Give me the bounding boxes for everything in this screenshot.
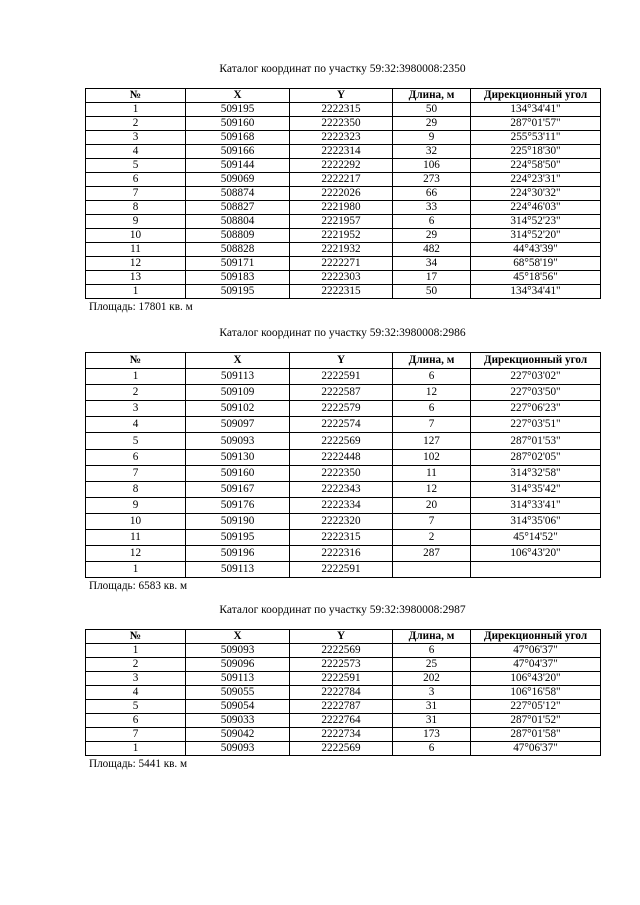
cell-bearing: 287°01'52" — [471, 714, 601, 728]
cell-length: 3 — [393, 686, 471, 700]
cell-bearing: 314°35'42" — [471, 481, 601, 497]
cell-y: 2222343 — [290, 481, 393, 497]
cell-x: 509195 — [186, 103, 290, 117]
cell-number: 10 — [86, 513, 186, 529]
cell-number: 3 — [86, 672, 186, 686]
header-number: № — [86, 353, 186, 369]
cell-x: 509183 — [186, 271, 290, 285]
header-y: Y — [290, 630, 393, 644]
cell-bearing: 314°33'41" — [471, 497, 601, 513]
cell-length: 106 — [393, 159, 471, 173]
header-length: Длина, м — [393, 630, 471, 644]
cell-number: 1 — [86, 369, 186, 385]
cell-length: 32 — [393, 145, 471, 159]
cell-number: 12 — [86, 546, 186, 562]
cell-length: 12 — [393, 481, 471, 497]
cell-bearing: 287°01'53" — [471, 433, 601, 449]
cell-x: 508804 — [186, 215, 290, 229]
cell-number: 1 — [86, 644, 186, 658]
table-row — [86, 465, 601, 481]
cell-number: 1 — [86, 285, 186, 299]
cell-length: 6 — [393, 215, 471, 229]
table-row — [86, 103, 601, 117]
table-row — [86, 562, 601, 578]
cell-length: 9 — [393, 131, 471, 145]
cell-number: 4 — [86, 145, 186, 159]
cell-number: 2 — [86, 658, 186, 672]
cell-y: 2222784 — [290, 686, 393, 700]
table-row — [86, 728, 601, 742]
cell-number: 4 — [86, 417, 186, 433]
cell-x: 509093 — [186, 644, 290, 658]
cell-x: 509160 — [186, 465, 290, 481]
cell-number: 6 — [86, 173, 186, 187]
cell-x: 509102 — [186, 401, 290, 417]
cell-bearing: 134°34'41" — [471, 103, 601, 117]
cell-bearing: 287°01'57" — [471, 117, 601, 131]
cell-bearing: 225°18'30" — [471, 145, 601, 159]
cell-length: 17 — [393, 271, 471, 285]
cell-x: 509144 — [186, 159, 290, 173]
cell-x: 509195 — [186, 530, 290, 546]
table-row — [86, 201, 601, 215]
cell-number: 11 — [86, 530, 186, 546]
cell-x: 509093 — [186, 433, 290, 449]
cell-number: 3 — [86, 401, 186, 417]
header-number: № — [86, 630, 186, 644]
table-row — [86, 546, 601, 562]
cell-number: 6 — [86, 714, 186, 728]
cell-y: 2222591 — [290, 562, 393, 578]
header-bearing: Дирекционный угол — [471, 353, 601, 369]
cell-length: 50 — [393, 103, 471, 117]
header-bearing: Дирекционный угол — [471, 630, 601, 644]
table-row — [86, 497, 601, 513]
cell-bearing: 314°52'23" — [471, 215, 601, 229]
table-row — [86, 243, 601, 257]
cell-bearing: 106°43'20" — [471, 546, 601, 562]
cell-y: 2222591 — [290, 369, 393, 385]
table-row — [86, 257, 601, 271]
cell-length: 31 — [393, 700, 471, 714]
cell-bearing: 227°06'23" — [471, 401, 601, 417]
cell-length — [393, 562, 471, 578]
table-row — [86, 145, 601, 159]
header-x: X — [186, 353, 290, 369]
table-header-row — [86, 353, 601, 369]
cell-y: 2221957 — [290, 215, 393, 229]
cell-y: 2222569 — [290, 742, 393, 756]
table-row — [86, 369, 601, 385]
cell-length: 6 — [393, 369, 471, 385]
cell-bearing: 314°35'06" — [471, 513, 601, 529]
table-row — [86, 117, 601, 131]
table-row — [86, 700, 601, 714]
header-number: № — [86, 89, 186, 103]
cell-y: 2222292 — [290, 159, 393, 173]
catalog-section — [85, 602, 600, 771]
table-row — [86, 481, 601, 497]
cell-bearing: 314°32'58" — [471, 465, 601, 481]
cell-bearing: 45°18'56" — [471, 271, 601, 285]
cell-x: 509042 — [186, 728, 290, 742]
table-header-row — [86, 630, 601, 644]
cell-y: 2222315 — [290, 103, 393, 117]
cell-x: 509033 — [186, 714, 290, 728]
cell-bearing: 44°43'39" — [471, 243, 601, 257]
cell-number: 8 — [86, 481, 186, 497]
catalog-section — [85, 61, 600, 314]
cell-bearing: 47°06'37" — [471, 644, 601, 658]
cell-y: 2222315 — [290, 530, 393, 546]
cell-y: 2222323 — [290, 131, 393, 145]
cell-length: 66 — [393, 187, 471, 201]
cell-number: 11 — [86, 243, 186, 257]
cell-y: 2222591 — [290, 672, 393, 686]
table-row — [86, 672, 601, 686]
table-row — [86, 271, 601, 285]
cell-number: 1 — [86, 103, 186, 117]
cell-y: 2222320 — [290, 513, 393, 529]
cell-x: 509196 — [186, 546, 290, 562]
cell-number: 2 — [86, 385, 186, 401]
cell-length: 7 — [393, 417, 471, 433]
cell-y: 2221952 — [290, 229, 393, 243]
cell-y: 2222315 — [290, 285, 393, 299]
table-row — [86, 513, 601, 529]
table-row — [86, 644, 601, 658]
cell-length: 173 — [393, 728, 471, 742]
table-row — [86, 187, 601, 201]
cell-y: 2222579 — [290, 401, 393, 417]
cell-x: 509113 — [186, 562, 290, 578]
cell-x: 509190 — [186, 513, 290, 529]
table-row — [86, 714, 601, 728]
cell-x: 509069 — [186, 173, 290, 187]
cell-number: 6 — [86, 449, 186, 465]
cell-number: 7 — [86, 187, 186, 201]
catalog-title: Каталог координат по участку 59:32:3980008:2350 — [219, 63, 466, 75]
cell-bearing: 224°30'32" — [471, 187, 601, 201]
cell-x: 509113 — [186, 672, 290, 686]
cell-y: 2222314 — [290, 145, 393, 159]
cell-x: 509166 — [186, 145, 290, 159]
cell-number: 8 — [86, 201, 186, 215]
cell-bearing: 227°03'02" — [471, 369, 601, 385]
header-x: X — [186, 630, 290, 644]
cell-number: 13 — [86, 271, 186, 285]
table-row — [86, 530, 601, 546]
cell-length: 6 — [393, 401, 471, 417]
cell-length: 7 — [393, 513, 471, 529]
area-label: Площадь: 5441 кв. м — [89, 758, 188, 770]
cell-length: 25 — [393, 658, 471, 672]
table-row — [86, 159, 601, 173]
cell-y: 2222316 — [290, 546, 393, 562]
header-x: X — [186, 89, 290, 103]
cell-y: 2222787 — [290, 700, 393, 714]
cell-bearing: 224°58'50" — [471, 159, 601, 173]
cell-bearing — [471, 562, 601, 578]
cell-bearing: 255°53'11" — [471, 131, 601, 145]
cell-number: 1 — [86, 742, 186, 756]
cell-x: 509097 — [186, 417, 290, 433]
table-row — [86, 131, 601, 145]
cell-x: 508874 — [186, 187, 290, 201]
header-bearing: Дирекционный угол — [471, 89, 601, 103]
cell-bearing: 224°23'31" — [471, 173, 601, 187]
cell-bearing: 287°02'05" — [471, 449, 601, 465]
header-length: Длина, м — [393, 89, 471, 103]
cell-x: 508828 — [186, 243, 290, 257]
cell-number: 7 — [86, 465, 186, 481]
area-label: Площадь: 6583 кв. м — [89, 580, 188, 593]
cell-length: 273 — [393, 173, 471, 187]
cell-x: 509093 — [186, 742, 290, 756]
cell-number: 4 — [86, 686, 186, 700]
cell-x: 509113 — [186, 369, 290, 385]
cell-y: 2222026 — [290, 187, 393, 201]
cell-x: 508827 — [186, 201, 290, 215]
cell-bearing: 287°01'58" — [471, 728, 601, 742]
header-y: Y — [290, 353, 393, 369]
cell-length: 127 — [393, 433, 471, 449]
table-row — [86, 173, 601, 187]
cell-number: 1 — [86, 562, 186, 578]
cell-x: 509130 — [186, 449, 290, 465]
cell-length: 6 — [393, 644, 471, 658]
cell-x: 509171 — [186, 257, 290, 271]
cell-bearing: 227°03'51" — [471, 417, 601, 433]
table-row — [86, 449, 601, 465]
cell-number: 5 — [86, 433, 186, 449]
cell-length: 6 — [393, 742, 471, 756]
table-row — [86, 686, 601, 700]
table-row — [86, 433, 601, 449]
cell-y: 2222448 — [290, 449, 393, 465]
cell-length: 34 — [393, 257, 471, 271]
table-row — [86, 742, 601, 756]
cell-number: 9 — [86, 497, 186, 513]
cell-bearing: 68°58'19" — [471, 257, 601, 271]
cell-x: 509054 — [186, 700, 290, 714]
cell-bearing: 227°05'12" — [471, 700, 601, 714]
cell-bearing: 106°16'58" — [471, 686, 601, 700]
cell-length: 33 — [393, 201, 471, 215]
cell-length: 102 — [393, 449, 471, 465]
cell-length: 50 — [393, 285, 471, 299]
cell-y: 2222569 — [290, 644, 393, 658]
coordinates-table — [85, 88, 601, 299]
table-row — [86, 658, 601, 672]
cell-bearing: 227°03'50" — [471, 385, 601, 401]
cell-x: 509167 — [186, 481, 290, 497]
cell-y: 2222217 — [290, 173, 393, 187]
table-row — [86, 417, 601, 433]
catalog-section — [85, 325, 600, 593]
cell-y: 2222271 — [290, 257, 393, 271]
coordinates-table — [85, 352, 601, 578]
cell-number: 5 — [86, 159, 186, 173]
cell-bearing: 314°52'20" — [471, 229, 601, 243]
cell-length: 12 — [393, 385, 471, 401]
table-row — [86, 385, 601, 401]
header-y: Y — [290, 89, 393, 103]
cell-number: 5 — [86, 700, 186, 714]
cell-x: 509168 — [186, 131, 290, 145]
cell-length: 20 — [393, 497, 471, 513]
cell-x: 509176 — [186, 497, 290, 513]
cell-y: 2222587 — [290, 385, 393, 401]
cell-y: 2222303 — [290, 271, 393, 285]
cell-bearing: 224°46'03" — [471, 201, 601, 215]
cell-y: 2222574 — [290, 417, 393, 433]
cell-x: 509055 — [186, 686, 290, 700]
cell-y: 2222350 — [290, 465, 393, 481]
catalog-title: Каталог координат по участку 59:32:3980008:2986 — [219, 327, 466, 339]
cell-x: 509195 — [186, 285, 290, 299]
cell-length: 31 — [393, 714, 471, 728]
cell-number: 12 — [86, 257, 186, 271]
coordinates-table — [85, 629, 601, 756]
cell-bearing: 134°34'41" — [471, 285, 601, 299]
cell-y: 2221932 — [290, 243, 393, 257]
cell-x: 509109 — [186, 385, 290, 401]
cell-length: 29 — [393, 117, 471, 131]
header-length: Длина, м — [393, 353, 471, 369]
cell-number: 10 — [86, 229, 186, 243]
table-row — [86, 401, 601, 417]
area-label: Площадь: 17801 кв. м — [89, 301, 193, 313]
cell-length: 29 — [393, 229, 471, 243]
cell-length: 482 — [393, 243, 471, 257]
cell-number: 7 — [86, 728, 186, 742]
cell-x: 509096 — [186, 658, 290, 672]
cell-y: 2222734 — [290, 728, 393, 742]
cell-x: 509160 — [186, 117, 290, 131]
cell-bearing: 47°04'37" — [471, 658, 601, 672]
cell-bearing: 106°43'20" — [471, 672, 601, 686]
cell-length: 287 — [393, 546, 471, 562]
cell-number: 3 — [86, 131, 186, 145]
cell-length: 202 — [393, 672, 471, 686]
cell-bearing: 45°14'52" — [471, 530, 601, 546]
cell-y: 2221980 — [290, 201, 393, 215]
cell-y: 2222334 — [290, 497, 393, 513]
table-header-row — [86, 89, 601, 103]
cell-number: 9 — [86, 215, 186, 229]
cell-length: 2 — [393, 530, 471, 546]
table-row — [86, 215, 601, 229]
cell-length: 11 — [393, 465, 471, 481]
table-row — [86, 285, 601, 299]
cell-x: 508809 — [186, 229, 290, 243]
cell-y: 2222569 — [290, 433, 393, 449]
catalog-title: Каталог координат по участку 59:32:3980008:2987 — [219, 604, 466, 616]
cell-y: 2222764 — [290, 714, 393, 728]
table-row — [86, 229, 601, 243]
cell-bearing: 47°06'37" — [471, 742, 601, 756]
cell-y: 2222350 — [290, 117, 393, 131]
cell-number: 2 — [86, 117, 186, 131]
cell-y: 2222573 — [290, 658, 393, 672]
